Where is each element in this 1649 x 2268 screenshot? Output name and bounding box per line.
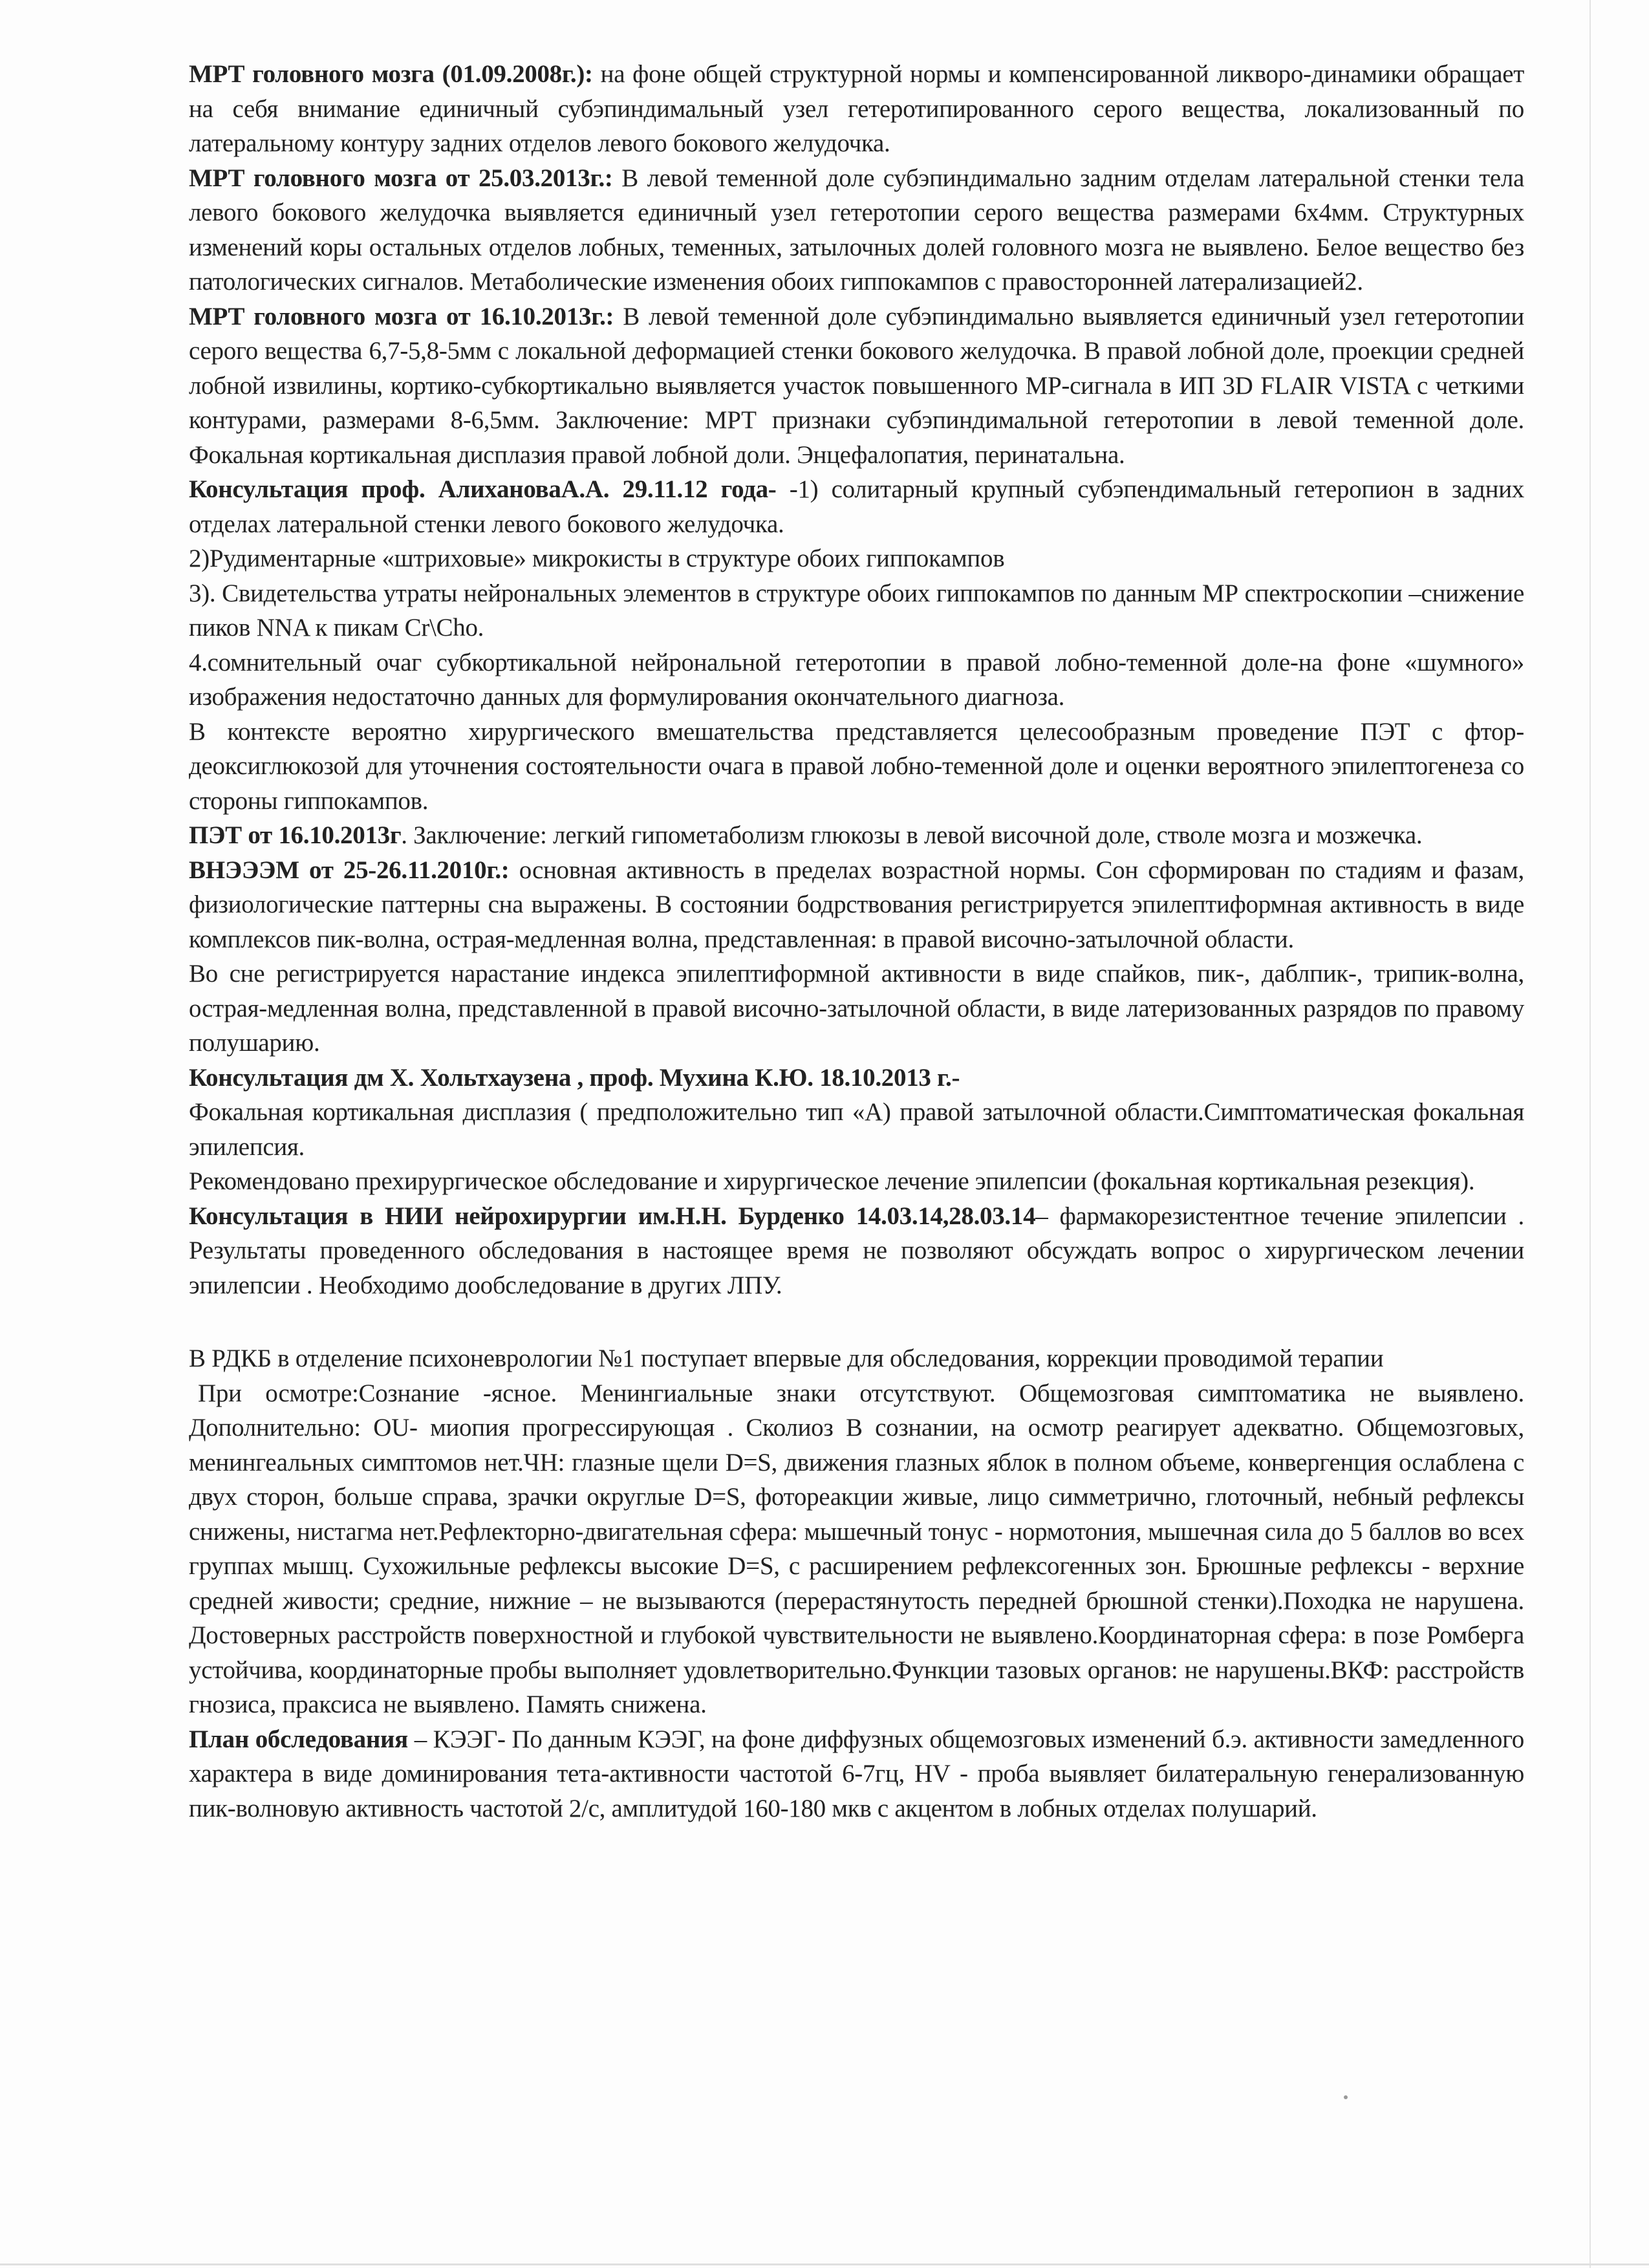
paragraph-item-2: 2)Рудиментарные «штриховые» микрокисты в структуре обоих гиппокампов <box>189 545 1005 572</box>
paragraph-gap <box>189 1302 1524 1341</box>
paragraph-admission: В РДКБ в отделение психоневрологии №1 поступает впервые для обследования, коррекции проводимой терапии <box>189 1345 1384 1372</box>
scan-edge-line <box>1590 0 1591 2268</box>
paragraph-eeg-sleep: Во сне регистрируется нарастание индекса эпилептиформной активности в виде спайков, пик-, даблпик-, трипик-волна, острая-медленная волна, представленной в правой височно-затылочной области, в виде латеризованных разрядов по правому полушарию. <box>189 960 1524 1057</box>
paragraph-mri-march-2013: МРТ головного мозга от 25.03.2013г.: В левой теменной доле субэпиндимально задним отделам латеральной стенки тела левого бокового желудочка выявляется единичный узел гетеротопии серого вещества размерами 6х4мм. Структурных изменений коры остальных отделов лобных, теменных, затылочных долей головного мозга не выявлено. Белое вещество без патологических сигналов. Метаболические изменения обоих гиппокампов с правосторонней латерализацией2. <box>189 164 1524 296</box>
paragraph-focal-dysplasia: Фокальная кортикальная дисплазия ( предположительно тип «А) правой затылочной области.Симптоматическая фокальная эпилепсия. <box>189 1098 1524 1161</box>
paragraph-pet-2013: ПЭТ от 16.10.2013г. Заключение: легкий гипометаболизм глюкозы в левой височной доле, стволе мозга и мозжечка. <box>189 821 1423 849</box>
paragraph-consultation-holthausen: Консультация дм Х. Хольтхаузена , проф. Мухина К.Ю. 18.10.2013 г.- <box>189 1063 960 1092</box>
paragraph-examination: При осмотре:Сознание -ясное. Менингиальные знаки отсутствуют. Общемозговая симптоматика не выявлено. Дополнительно: OU- миопия прогрессирующая . Сколиоз В сознании, на осмотр реагирует адекватно. Общемозговых, менингеальных симптомов нет.ЧН: глазные щели D=S, движения глазных яблок в полном объеме, конвергенция ослаблена с двух сторон, больше справа, зрачки округлые D=S, фотореакции живые, лицо симметрично, глоточный, небный рефлексы снижены, нистагма нет.Рефлекторно-двигательная сфера: мышечный тонус - нормотония, мышечная сила до 5 баллов во всех группах мышц. Сухожильные рефлексы высокие D=S, с расширением рефлексогенных зон. Брюшные рефлексы - верхние средней живости; средние, нижние – не вызываются (перерастянутость передней брюшной стенки).Походка не нарушена. Достоверных расстройств поверхностной и глубокой чувствительности не выявлено.Координаторная сфера: в позе Ромберга устойчива, координаторные пробы выполняет удовлетворительно.Функции тазовых органов: не нарушены.ВКФ: расстройств гнозиса, праксиса не выявлено. Память снижена. <box>189 1379 1524 1718</box>
paragraph-mri-october-2013: МРТ головного мозга от 16.10.2013г.: В левой теменной доле субэпиндимально выявляется единичный узел гетеротопии серого вещества 6,7-5,8-5мм с локальной деформацией стенки бокового желудочка. В правой лобной доле, проекции средней лобной извилины, кортико-субкортикально выявляется участок повышенного МР-сигнала в ИП 3D FLAIR VISTA с четкими контурами, размерами 8-6,5мм. Заключение: МРТ признаки субэпиндимальной гетеротопии в левой теменной доле. Фокальная кортикальная дисплазия правой лобной доли. Энцефалопатия, перинатальна. <box>189 302 1525 469</box>
paragraph-exam-plan: План обследования – КЭЭГ- По данным КЭЭГ, на фоне диффузных общемозговых изменений б.э. активности замедленного характера в виде доминирования тета-активности частотой 6-7гц, HV - проба выявляет билатеральную генерализованную пик-волновую активность частотой 2/с, амплитудой 160-180 мкв с акцентом в лобных отделах полушарий. <box>189 1725 1524 1822</box>
paragraph-consultation-alikhanov: Консультация проф. АлихановаА.А. 29.11.12 года- -1) солитарный крупный субэпендимальный гетеропион в задних отделах латеральной стенки левого бокового желудочка. <box>189 475 1524 538</box>
paragraph-recommendation: Рекомендовано прехирургическое обследование и хирургическое лечение эпилепсии (фокальная кортикальная резекция). <box>189 1167 1475 1195</box>
paragraph-mri-2008: МРТ головного мозга (01.09.2008г.): на фоне общей структурной нормы и компенсированной ликворо-динамики обращает на себя внимание единичный субэпиндимальный узел гетеротипированного серого вещества, локализованный по латеральному контуру задних отделов левого бокового желудочка. <box>189 60 1524 157</box>
paragraph-pet-recommendation: В контексте вероятно хирургического вмешательства представляется целесообразным проведение ПЭТ с фтор-деоксиглюкозой для уточнения состоятельности очага в правой лобно-теменной доле и оценки вероятного эпилептогенеза со стороны гиппокампов. <box>189 717 1524 815</box>
paragraph-item-3: 3). Свидетельства утраты нейрональных элементов в структуре обоих гиппокампов по данным МР спектроскопии –снижение пиков NNA к пикам Cr\Cho. <box>189 579 1524 642</box>
paragraph-eeg-video-2010: ВНЭЭЭМ от 25-26.11.2010г.: основная активность в пределах возрастной нормы. Сон сформирован по стадиям и фазам, физиологические паттерны сна выражены. В состоянии бодрствования регистрируется эпилептиформная активность в виде комплексов пик-волна, острая-медленная волна, представленная: в правой височно-затылочной области. <box>189 856 1524 953</box>
paragraph-item-4: 4.сомнительный очаг субкортикальной нейрональной гетеротопии в правой лобно-теменной доле-на фоне «шумного» изображения недостаточно данных для формулирования окончательного диагноза. <box>189 648 1524 711</box>
document-body <box>189 57 1524 1826</box>
paragraph-consultation-burdenko: Консультация в НИИ нейрохирургии им.Н.Н. Бурденко 14.03.14,28.03.14– фармакорезистентное течение эпилепсии . Результаты проведенного обследования в настоящее время не позволяют обсуждать вопрос о хирургическом лечении эпилепсии . Необходимо дообследование в других ЛПУ. <box>189 1202 1524 1299</box>
scan-bottom-edge <box>0 2263 1649 2265</box>
scan-speck <box>1344 2095 1348 2099</box>
